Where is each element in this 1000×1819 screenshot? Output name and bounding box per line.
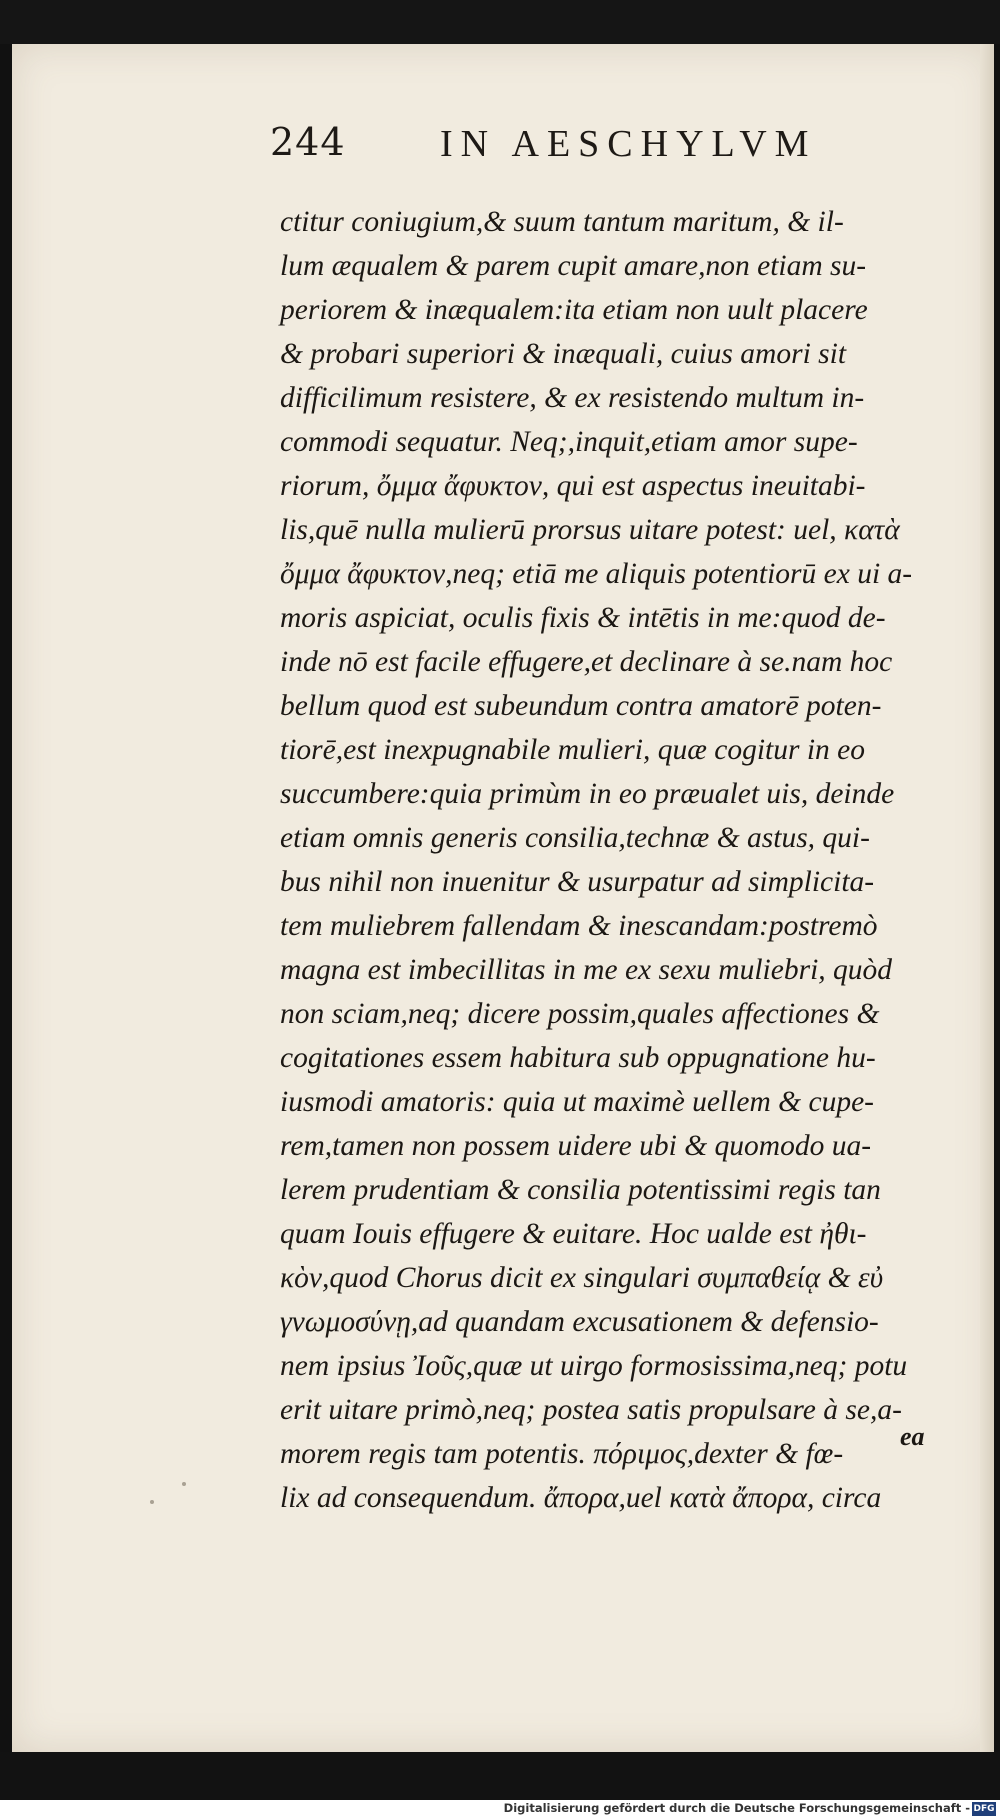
text-line: riorum, ὄμμα ἄφυκτον, qui est aspectus ineuitabi- — [280, 470, 866, 502]
text-line: ctitur coniugium,& suum tantum maritum, & il- — [280, 206, 844, 238]
text-line: moris aspiciat, oculis fixis & intētis in me:quod de- — [280, 602, 886, 634]
funding-footer — [0, 1800, 1000, 1819]
text-line: cogitationes essem habitura sub oppugnatione hu- — [280, 1042, 876, 1074]
text-line: bellum quod est subeundum contra amatorē poten- — [280, 690, 882, 722]
text-line: succumbere:quia primùm in eo præualet uis, deinde — [280, 778, 895, 810]
body-text — [280, 200, 940, 1520]
text-line: lerem prudentiam & consilia potentissimi regis tan — [280, 1174, 881, 1206]
funding-credit: Digitalisierung gefördert durch die Deutsche Forschungsgemeinschaft - — [503, 1801, 970, 1815]
dfg-logo: DFG — [973, 1804, 995, 1814]
text-line: periorem & inæqualem:ita etiam non uult placere — [280, 294, 868, 326]
text-line: κὸν,quod Chorus dicit ex singulari συμπαθείᾳ & εὐ — [280, 1262, 884, 1294]
text-line: commodi sequatur. Neq;,inquit,etiam amor supe- — [280, 426, 858, 458]
page-edge-shadow — [980, 44, 994, 1752]
text-line: erit uitare primò,neq; postea satis propulsare à se,a- — [280, 1394, 902, 1426]
text-line: non sciam,neq; dicere possim,quales affectiones & — [280, 998, 880, 1030]
paper-speck — [182, 1482, 186, 1486]
text-line: bus nihil non inuenitur & usurpatur ad simplicita- — [280, 866, 875, 898]
text-line: ὄμμα ἄφυκτον,neq; etiā me aliquis potentiorū ex ui a- — [280, 558, 913, 590]
text-line: etiam omnis generis consilia,technæ & astus, qui- — [280, 822, 870, 854]
text-line: lum æqualem & parem cupit amare,non etiam su- — [280, 250, 867, 282]
text-line: & probari superiori & inæquali, cuius amori sit — [280, 338, 847, 370]
text-line: lis,quē nulla mulierū prorsus uitare potest: uel, κατὰ — [280, 514, 900, 546]
paper-speck — [150, 1500, 154, 1504]
text-line: morem regis tam potentis. πόριμος,dexter & fœ- — [280, 1438, 844, 1470]
scan-top-border — [0, 0, 1000, 44]
text-line: tem muliebrem fallendam & inescandam:postremò — [280, 910, 878, 942]
text-line: difficilimum resistere, & ex resistendo multum in- — [280, 382, 865, 414]
catchword: ea — [900, 1422, 925, 1451]
text-line: quam Iouis effugere & euitare. Hoc ualde est ἠθι- — [280, 1218, 867, 1250]
scan-bottom-border — [0, 1752, 1000, 1800]
text-line: lix ad consequendum. ἄπορα,uel κατὰ ἄπορα, circa — [280, 1482, 882, 1514]
text-line: tiorē,est inexpugnabile mulieri, quæ cogitur in eo — [280, 734, 866, 766]
text-line: γνωμοσύνῃ,ad quandam excusationem & defensio- — [280, 1306, 879, 1338]
text-line: iusmodi amatoris: quia ut maximè uellem & cupe- — [280, 1086, 875, 1118]
text-line: nem ipsius Ἰοῦς,quæ ut uirgo formosissima,neq; potu — [280, 1350, 908, 1382]
text-line: magna est imbecillitas in me ex sexu muliebri, quòd — [280, 954, 893, 986]
page-number: 244 — [270, 120, 346, 164]
running-head: IN AESCHYLVM — [440, 123, 817, 165]
text-line: rem,tamen non possem uidere ubi & quomodo ua- — [280, 1130, 872, 1162]
page-header — [270, 120, 850, 180]
text-line: inde nō est facile effugere,et declinare à se.nam hoc — [280, 646, 893, 678]
